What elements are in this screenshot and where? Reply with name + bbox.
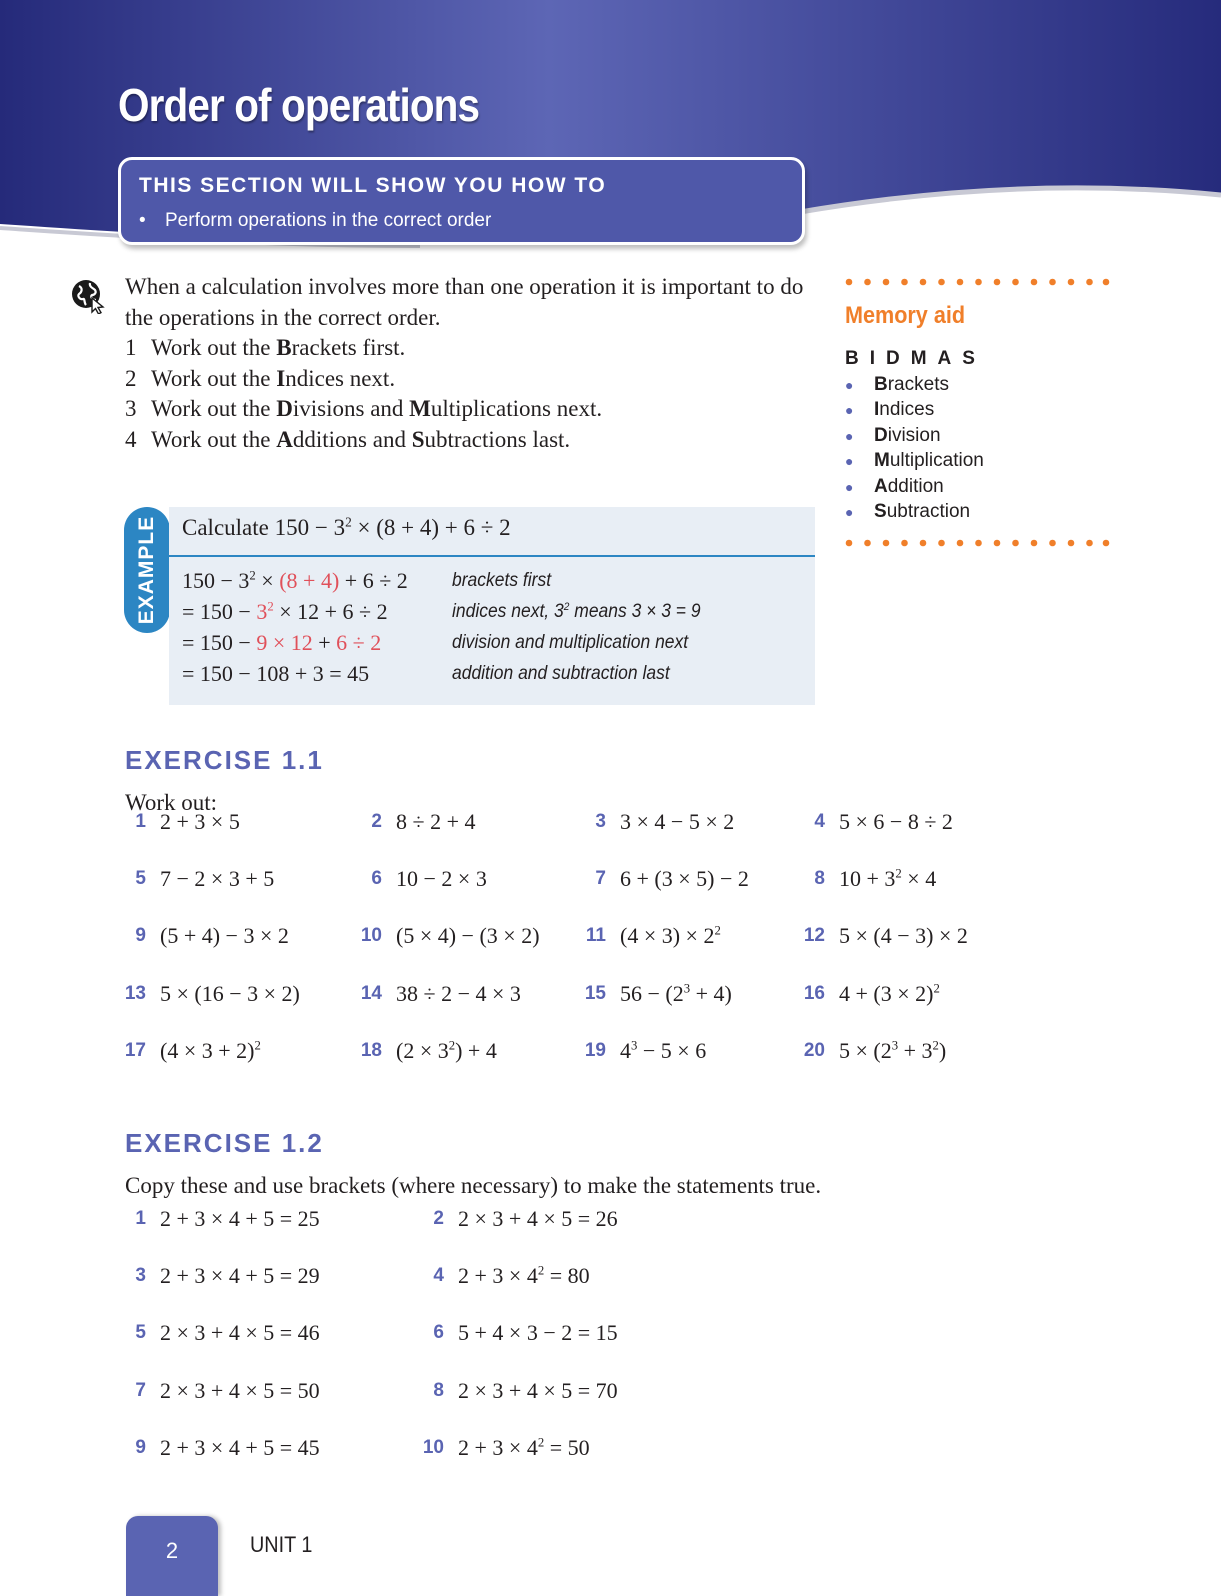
section-objectives-box (118, 157, 805, 245)
question-expression: 2 + 3 × 4 + 5 = 25 (160, 1206, 320, 1231)
memory-aid-item: ● M ultiplication (845, 450, 984, 472)
example-row (182, 596, 722, 627)
question-number: 3 (595, 811, 606, 832)
question-expression: 6 + (3 × 5) − 2 (620, 866, 749, 891)
question-number: 7 (135, 1380, 146, 1401)
memory-aid-item: ● S ubtraction (845, 501, 971, 523)
question-item (801, 921, 968, 951)
question-expression: 2 × 3 + 4 × 5 = 26 (458, 1206, 618, 1231)
question-number: 14 (360, 983, 382, 1004)
example-tab-label: EXAMPLE (135, 515, 158, 625)
question-expression: $5 \times (2^3 + 3^2)$ (839, 1038, 947, 1063)
step-2: 2 Work out the Indices next. (125, 365, 396, 391)
step-3: 3 Work out the Divisions and Multiplications next. (125, 396, 603, 421)
question-expression: 3 × 4 − 5 × 2 (620, 809, 735, 834)
example-row-note: indices next, $3^2$ means 3 × 3 = 9 (452, 600, 701, 622)
example-row-math: $150 - 3^2 \times (8 + 4) + 6 \div 2$ (182, 567, 408, 593)
unit-label: UNIT 1 (250, 1532, 313, 1557)
memory-aid-item: ● A ddition (845, 475, 944, 497)
question-expression: 5 × (16 − 3 × 2) (160, 981, 300, 1006)
question-item (582, 864, 749, 894)
question-item (122, 1204, 320, 1234)
exercise-1-2-instruction: Copy these and use brackets (where necessary) to make the statements true. (125, 1173, 822, 1198)
question-item (122, 807, 240, 837)
example-row-math: = 150 − 108 + 3 = 45 (182, 660, 370, 686)
question-number: 9 (135, 925, 146, 946)
question-number: 4 (814, 811, 825, 832)
memory-aid-list (845, 372, 984, 525)
question-expression: $(4 \times 3) \times 2^2$ (620, 923, 721, 948)
question-number: 18 (360, 1040, 382, 1061)
question-number: 13 (124, 983, 146, 1004)
question-item (801, 807, 953, 837)
globe-link-icon[interactable] (70, 278, 106, 314)
question-number: 5 (135, 1322, 146, 1343)
question-item (801, 864, 936, 894)
question-number: 2 (433, 1208, 444, 1229)
example-box (169, 507, 815, 705)
question-number: 6 (433, 1322, 444, 1343)
question-item (358, 979, 521, 1009)
example-row-note: addition and subtraction last (452, 662, 670, 684)
example-tab (124, 507, 170, 633)
question-number: 15 (584, 983, 606, 1004)
page-number-tab (126, 1516, 218, 1596)
intro-text (125, 272, 825, 455)
example-row-note: brackets first (452, 569, 552, 591)
question-item (122, 1261, 320, 1291)
question-number: 16 (803, 983, 825, 1004)
question-item (582, 921, 721, 951)
question-expression: 2 × 3 + 4 × 5 = 70 (458, 1378, 618, 1403)
question-expression: 2 × 3 + 4 × 5 = 46 (160, 1320, 320, 1345)
question-expression: $10 + 3^2 \times 4$ (839, 866, 937, 891)
question-number: 1 (135, 811, 146, 832)
question-expression: 38 ÷ 2 − 4 × 3 (396, 981, 521, 1006)
question-item (122, 979, 300, 1009)
question-expression: $2 + 3 \times 4^2 = 80$ (458, 1263, 590, 1288)
question-item (420, 1204, 618, 1234)
memory-aid-item: ● I ndices (845, 399, 935, 421)
exercise-1-1-heading: EXERCISE 1.1 (125, 745, 324, 775)
question-item (420, 1261, 590, 1291)
question-item (122, 1433, 320, 1463)
question-expression: $(2 \times 3^2) + 4$ (396, 1038, 497, 1063)
question-expression: 2 + 3 × 4 + 5 = 45 (160, 1435, 320, 1460)
page-title: Order of operations (118, 79, 480, 131)
memory-aid-item: ● B rackets (845, 373, 949, 395)
memory-aid-acronym: BIDMAS (845, 348, 986, 369)
exercise-1-2-heading: EXERCISE 1.2 (125, 1128, 324, 1158)
example-steps (182, 565, 722, 689)
example-row (182, 565, 722, 596)
bullet-icon: ● (845, 402, 854, 419)
intro-paragraph: When a calculation involves more than one operation it is important to do the operations in the correct order. (125, 274, 804, 330)
question-item (358, 864, 487, 894)
question-expression: $4^3 - 5 \times 6$ (620, 1038, 707, 1063)
question-item (122, 1376, 320, 1406)
bullet-icon: ● (845, 376, 854, 393)
example-row-note: division and multiplication next (452, 631, 689, 653)
example-row (182, 658, 722, 689)
step-4: 4 Work out the Additions and Subtractions last. (125, 426, 571, 452)
question-number: 12 (803, 925, 825, 946)
bullet-icon: ● (845, 504, 854, 521)
question-expression: $2 + 3 \times 4^2 = 50$ (458, 1435, 590, 1460)
question-expression: 2 + 3 × 5 (160, 809, 240, 834)
memory-aid-title: Memory aid (845, 302, 966, 329)
question-number: 8 (433, 1380, 444, 1401)
example-question: Calculate $150 - 3^2 \times (8 + 4) + 6 \div 2$ (182, 514, 511, 540)
question-expression: 7 − 2 × 3 + 5 (160, 866, 275, 891)
question-number: 10 (422, 1437, 444, 1458)
objective-text: Perform operations in the correct order (165, 210, 492, 231)
question-item (358, 807, 475, 837)
question-item (420, 1318, 618, 1348)
question-item (358, 1036, 497, 1066)
question-item (420, 1433, 590, 1463)
memory-aid-item: ● D ivision (845, 424, 941, 446)
question-number: 10 (360, 925, 382, 946)
question-item (122, 864, 274, 894)
question-expression: 2 + 3 × 4 + 5 = 29 (160, 1263, 320, 1288)
question-number: 8 (814, 868, 825, 889)
question-number: 1 (135, 1208, 146, 1229)
bullet-icon: ● (845, 453, 854, 470)
question-item (582, 979, 732, 1009)
example-row (182, 627, 722, 658)
question-expression: 5 + 4 × 3 − 2 = 15 (458, 1320, 618, 1345)
question-item (582, 1036, 706, 1066)
step-1: 1 Work out the Brackets first. (125, 335, 406, 360)
question-expression: 5 × 6 − 8 ÷ 2 (839, 809, 953, 834)
question-item (122, 921, 289, 951)
question-number: 19 (584, 1040, 606, 1061)
question-number: 5 (135, 868, 146, 889)
question-expression: 8 ÷ 2 + 4 (396, 809, 476, 834)
example-row-math: = $150 - 3^2 \times 12 + 6 \div 2$ (182, 598, 388, 624)
question-expression: $4 + (3 \times 2)^2$ (839, 981, 940, 1006)
question-item (420, 1376, 618, 1406)
question-number: 4 (433, 1265, 444, 1286)
question-expression: $56 - (2^3 + 4)$ (620, 981, 732, 1006)
question-expression: 2 × 3 + 4 × 5 = 50 (160, 1378, 320, 1403)
question-number: 7 (595, 868, 606, 889)
question-expression: $(4 \times 3 + 2)^2$ (160, 1038, 261, 1063)
question-number: 6 (371, 868, 382, 889)
question-number: 20 (803, 1040, 825, 1061)
exercise-1-1-instruction: Work out: (125, 790, 218, 815)
question-number: 2 (371, 811, 382, 832)
bullet-icon: ● (845, 478, 854, 495)
question-item (801, 979, 940, 1009)
question-expression: (5 × 4) − (3 × 2) (396, 923, 540, 948)
question-number: 17 (124, 1040, 146, 1061)
question-expression: 5 × (4 − 3) × 2 (839, 923, 968, 948)
question-number: 9 (135, 1437, 146, 1458)
question-item (122, 1318, 320, 1348)
page-number: 2 (165, 1538, 179, 1563)
question-expression: (5 + 4) − 3 × 2 (160, 923, 289, 948)
question-number: 3 (135, 1265, 146, 1286)
section-heading: THIS SECTION WILL SHOW YOU HOW TO (139, 174, 607, 197)
memory-aid-bottom-dots (845, 539, 1110, 547)
example-row-math: = 150 − 9 × 12 + 6 ÷ 2 (182, 629, 382, 655)
bullet-icon: • (139, 210, 146, 231)
question-item (122, 1036, 261, 1066)
objective-item (139, 210, 491, 232)
example-divider (169, 555, 815, 557)
question-item (358, 921, 540, 951)
question-item (582, 807, 734, 837)
question-number: 11 (585, 925, 606, 946)
question-expression: 10 − 2 × 3 (396, 866, 487, 891)
memory-aid-top-dots (845, 278, 1110, 286)
bullet-icon: ● (845, 427, 854, 444)
question-item (801, 1036, 946, 1066)
